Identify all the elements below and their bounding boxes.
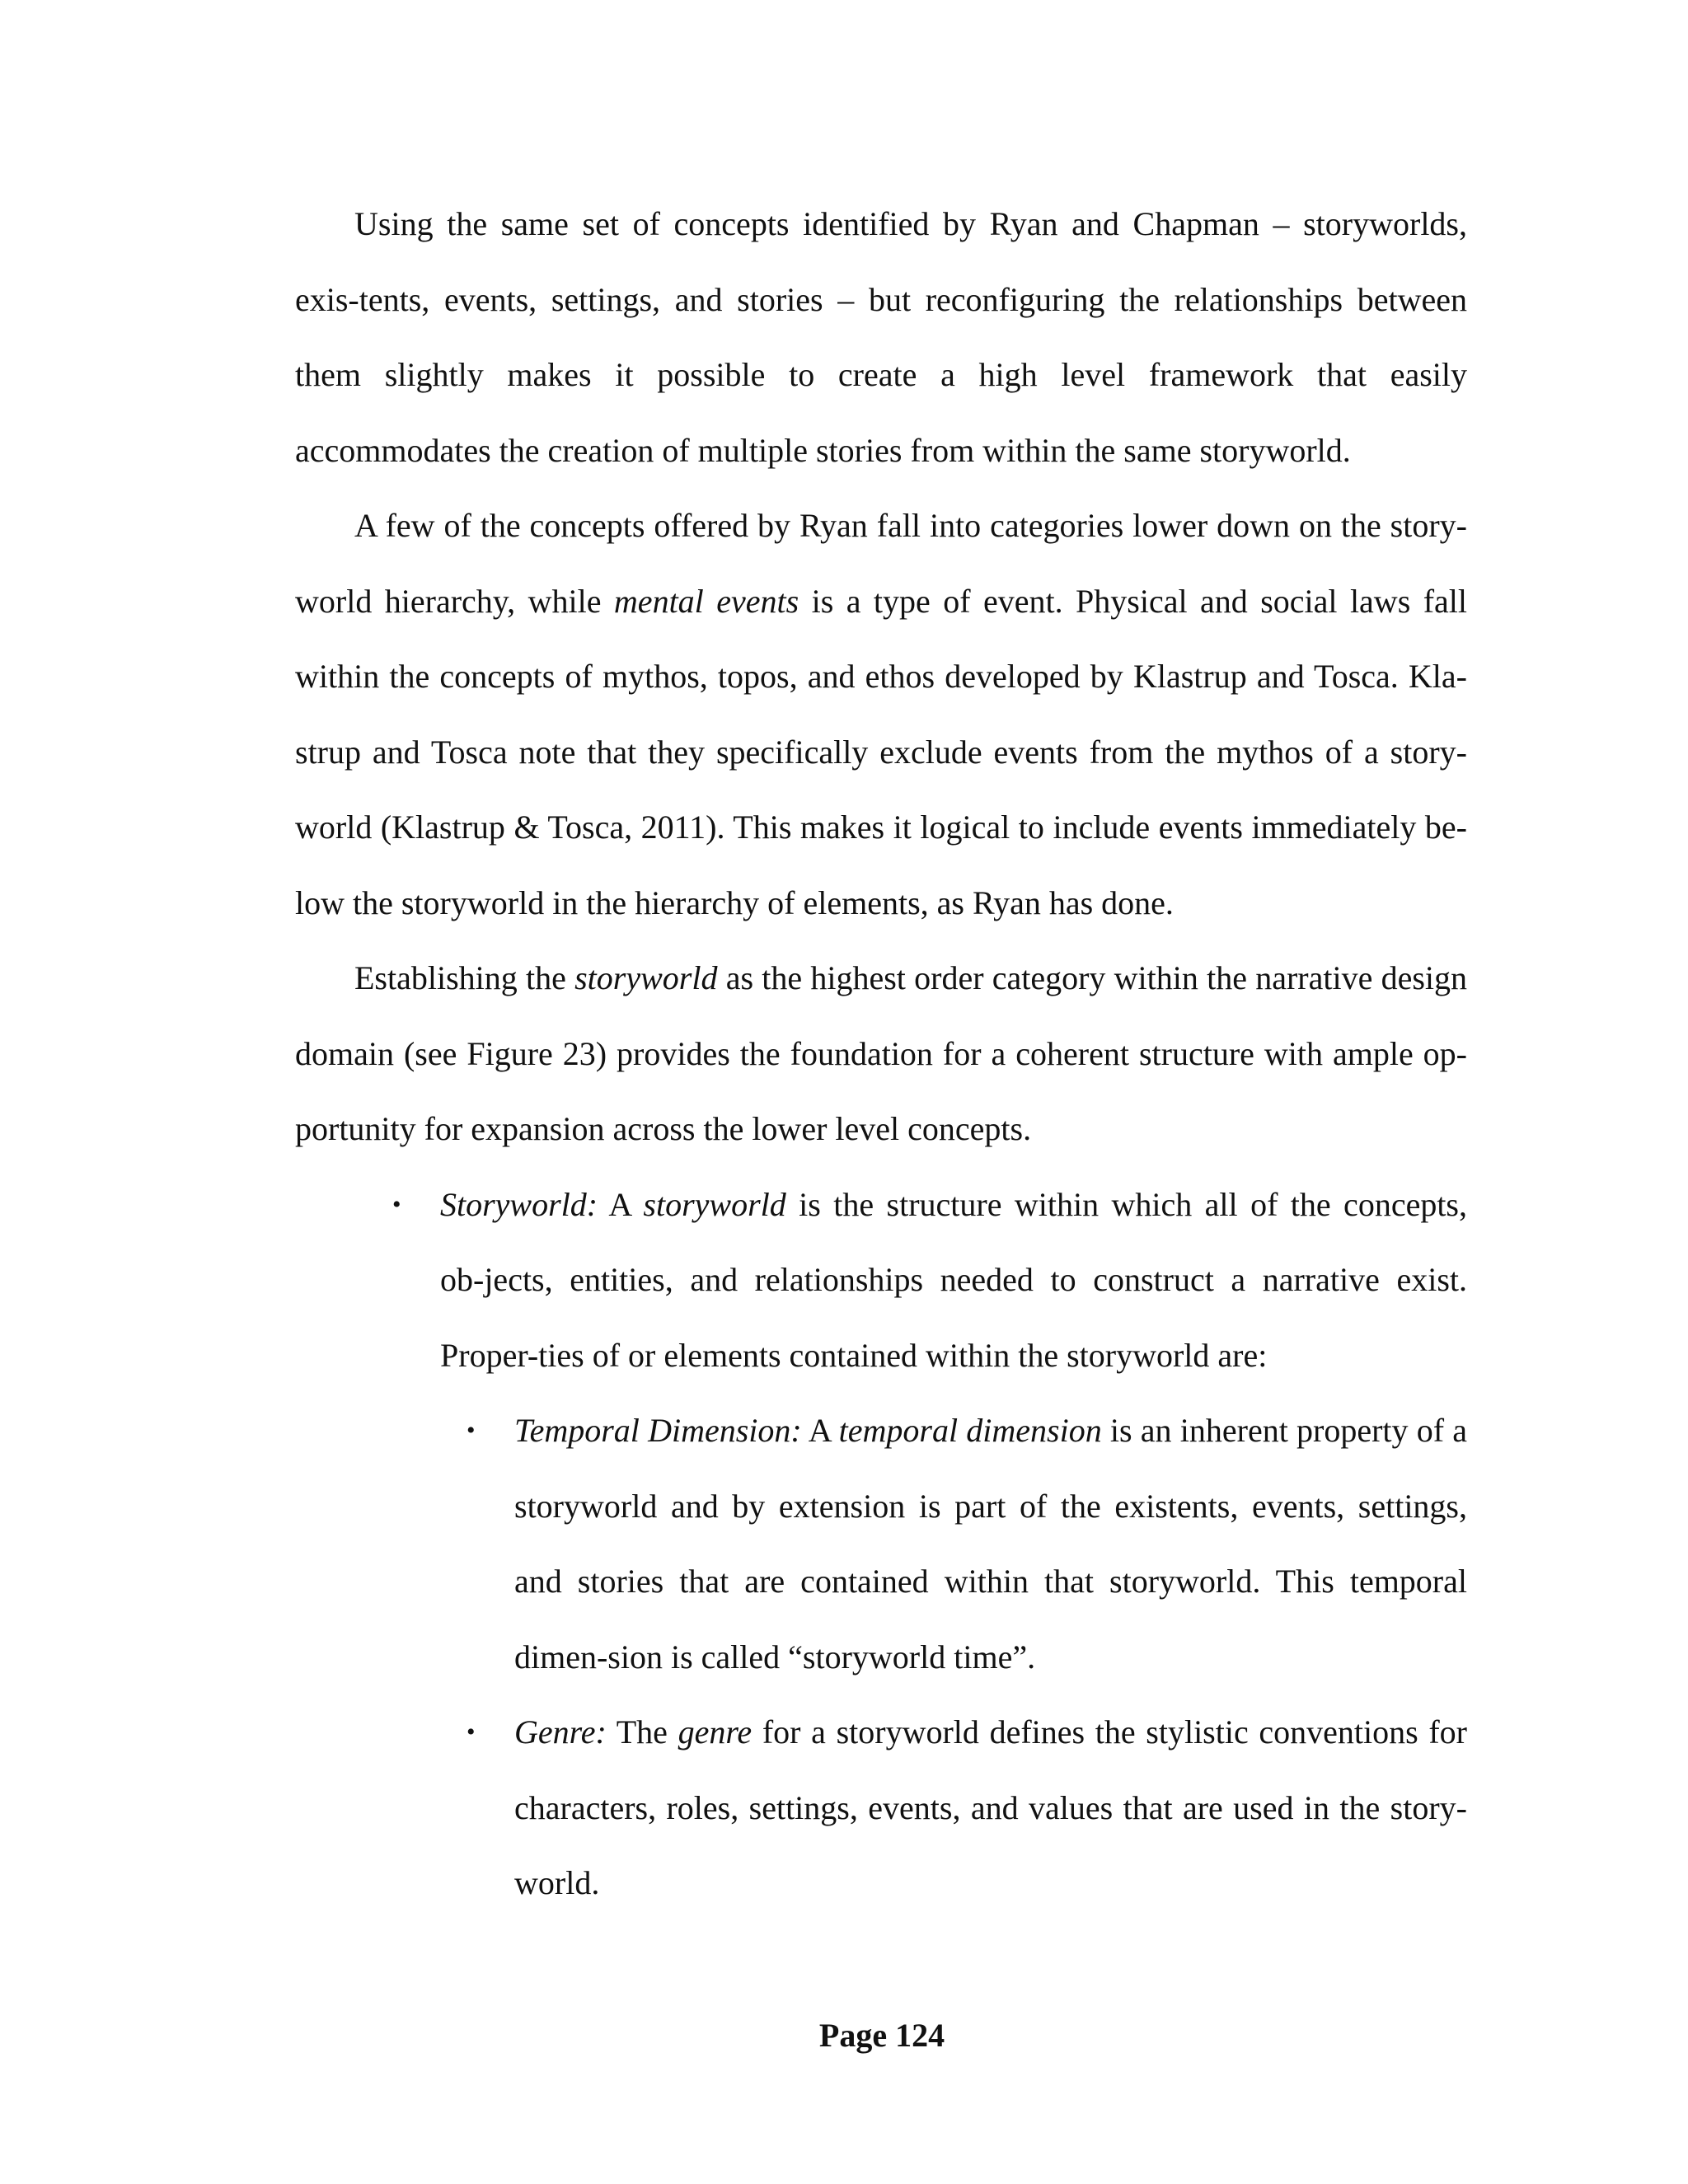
bullet-text: is an inherent property of a storyworld and by extension is part of the existents, events, settings, and stories that are contained within that storyworld. This temporal dimen-sion is called “storyworld time”. [514,1412,1467,1675]
paragraph-text: Using the same set of concepts identified by Ryan and Chapman – storyworlds, exis-tents, events, settings, and stories – but reconfiguring the relationships between them slightly makes it possible to create a high level framework that easily accommodates the creation of multiple stories from within the same storyworld. [295,205,1467,469]
paragraph-ryan-concepts [295,488,1467,940]
paragraph-frameworks [295,186,1467,488]
bullet-text: A [598,1185,644,1223]
italic-term: storyworld [574,959,718,996]
bullet-text: The [606,1713,678,1750]
paragraph-storyworld-hierarchy [295,940,1467,1167]
bullet-genre [467,1694,1467,1921]
paragraph-text: A few of the concepts offered by Ryan fall into categories lower down on the story-world hierarchy, while [295,507,1467,620]
body-text [295,186,1467,1921]
bullet-text: for a storyworld defines the stylistic conventions for characters, roles, settings, events, and values that are used in the story-world. [514,1713,1467,1901]
bullet-term: Storyworld: [440,1185,598,1223]
paragraph-text: Establishing the [354,959,575,996]
italic-term: genre [678,1713,753,1750]
bullet-icon: • [467,1417,476,1444]
bullet-term: Genre: [514,1713,607,1750]
bullet-temporal-dimension [467,1393,1467,1694]
bullet-storyworld [392,1167,1468,1394]
bullet-text: A [801,1412,839,1449]
page-number: Page 124 [818,2017,945,2054]
bullet-icon: • [392,1190,401,1218]
bullet-icon: • [467,1718,476,1746]
paragraph-text: as the highest order category within the narrative design domain (see Figure 23) provides the foundation for a coherent structure with ample op-portunity for expansion across the lower level concepts. [295,959,1468,1147]
bullet-text: is the structure within which all of the concepts, ob-jects, entities, and relationships needed to construct a narrative exist. Proper-ties of or elements contained within the storyworld are: [440,1185,1468,1374]
italic-term: temporal dimension [838,1412,1102,1449]
definition-list [295,1167,1467,1921]
paragraph-text: is a type of event. Physical and social laws fall within the concepts of mythos, topos, and ethos developed by Klastrup and Tosca. Kla-strup and Tosca note that they specifically exclude events from the mythos of a story-world (Klastrup & Tosca, 2011). This makes it logical to include events immediately be-low the storyworld in the hierarchy of elements, as Ryan has done. [295,582,1468,921]
italic-term: storyworld [643,1185,786,1223]
bullet-term: Temporal Dimension: [514,1412,802,1449]
italic-term: mental events [613,582,799,620]
